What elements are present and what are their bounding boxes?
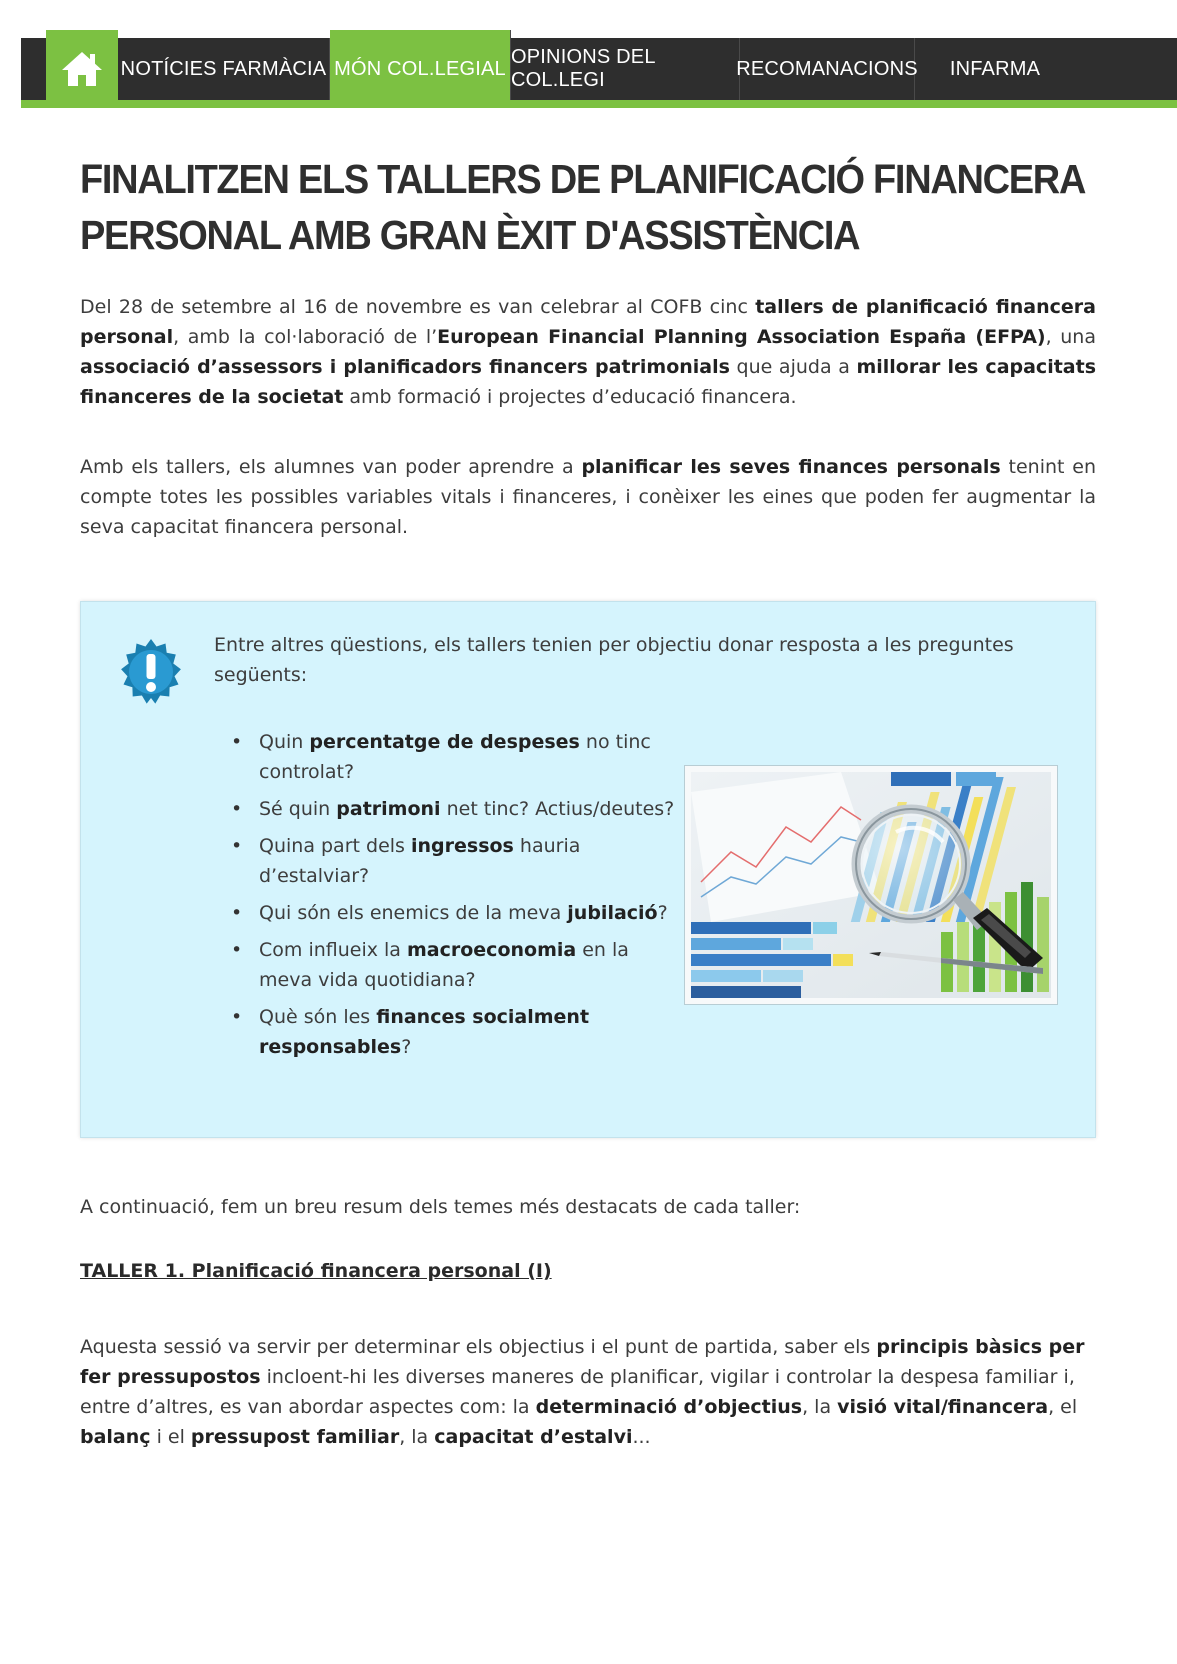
text-run: , una (1045, 326, 1096, 348)
text-run: que ajuda a (729, 356, 857, 378)
bold-run: patrimoni (336, 798, 441, 820)
text-run: , amb la col·laboració de l’ (173, 326, 438, 348)
article-title: FINALITZEN ELS TALLERS DE PLANIFICACIÓ FINANCERA PERSONAL AMB GRAN ÈXIT D'ASSISTÈNCIA (80, 157, 1084, 259)
text-run: tenint en compte totes les possibles variables vitals i financeres, i conèixer les eines que poden fer augmentar la seva capacitat financera personal. (80, 456, 1096, 538)
questions-infobox (80, 601, 1096, 1138)
text-run: ? (401, 1036, 412, 1058)
nav-item-mon-collegial[interactable]: MÓN COL.LEGIAL (330, 30, 511, 100)
bold-run: principis bàsics per fer pressupostos (80, 1336, 1085, 1388)
nav-item-recomanacions[interactable]: RECOMANACIONS (740, 38, 915, 100)
bold-run: macroeconomia (406, 939, 577, 961)
bold-run: determinació d’objectius (535, 1396, 803, 1418)
text-run: i el (150, 1426, 191, 1448)
nav-item-opinions-del-collegi[interactable]: OPINIONS DEL COL.LEGI (511, 38, 740, 100)
bold-run: millorar les capacitats financeres de la societat (80, 356, 1097, 408)
bold-run: planificar les seves finances personals (581, 456, 1001, 478)
exclamation-badge-icon (117, 638, 185, 706)
bold-run: ingressos (410, 835, 514, 857)
list-item (231, 898, 679, 928)
taller-1-paragraph (80, 1332, 1096, 1452)
bold-run: finances socialment responsables (259, 1006, 590, 1058)
text-run: Del 28 de setembre al 16 de novembre es van celebrar al COFB cinc (80, 296, 756, 318)
bold-run: visió vital/financera (837, 1396, 1049, 1418)
text-run: Sé quin (259, 798, 337, 820)
text-run: , el (1048, 1396, 1078, 1418)
list-item (231, 727, 679, 787)
list-item (231, 794, 679, 824)
list-item (231, 1002, 679, 1062)
text-run: ? (657, 902, 668, 924)
home-icon (61, 50, 103, 88)
text-run: , la (399, 1426, 435, 1448)
text-run: Qui són els enemics de la meva (259, 902, 568, 924)
bold-run: balanç (80, 1426, 151, 1448)
list-item (231, 831, 679, 891)
text-run: Amb els tallers, els alumnes van poder aprendre a (80, 456, 582, 478)
infobox-intro: Entre altres qüestions, els tallers tenien per objectiu donar resposta a les preguntes següents: (214, 634, 1014, 686)
text-run: Quin (259, 731, 310, 753)
text-run: incloent-hi les diverses maneres de planificar, vigilar i controlar la despesa familiar i, entre d’altres, es van abordar aspectes com: la (80, 1366, 1075, 1418)
text-run: Quina part dels (259, 835, 411, 857)
text-run: , la (802, 1396, 838, 1418)
text-run: amb formació i projectes d’educació financera. (343, 386, 797, 408)
section-title-taller-1: TALLER 1. Planificació financera personal (I) (80, 1260, 552, 1282)
text-run: no tinc controlat? (259, 731, 651, 783)
bold-run: European Financial Planning Association España (EFPA) (437, 326, 1046, 348)
text-run: en la meva vida quotidiana? (259, 939, 629, 991)
text-run: Aquesta sessió va servir per determinar els objectius i el punt de partida, saber els (80, 1336, 877, 1358)
list-item (231, 935, 679, 995)
home-button[interactable] (46, 30, 118, 108)
bold-run: tallers de planificació financera personal (80, 296, 1096, 348)
text-run: Com influeix la (259, 939, 407, 961)
bold-run: percentatge de despeses (309, 731, 580, 753)
intro-paragraph (80, 292, 1096, 412)
nav-item-infarma[interactable]: INFARMA (949, 57, 1041, 80)
bold-run: jubilació (567, 902, 658, 924)
questions-list (231, 727, 679, 1069)
workshops-paragraph (80, 452, 1096, 542)
summary-intro-paragraph: A continuació, fem un breu resum dels temes més destacats de cada taller: (80, 1196, 801, 1218)
bold-run: pressupost familiar (190, 1426, 400, 1448)
text-run: net tinc? Actius/deutes? (440, 798, 675, 820)
financial-charts-image (684, 765, 1058, 1005)
text-run: ... (632, 1426, 651, 1448)
text-run: hauria d’estalviar? (259, 835, 581, 887)
text-run: Què són les (259, 1006, 377, 1028)
bold-run: capacitat d’estalvi (434, 1426, 633, 1448)
main-navigation (21, 38, 1177, 108)
nav-item-noticies-farmacia[interactable]: NOTÍCIES FARMÀCIA (118, 38, 330, 100)
magnifying-glass-financial-charts-illustration (691, 772, 1051, 998)
bold-run: associació d’assessors i planificadors financers patrimonials (80, 356, 730, 378)
